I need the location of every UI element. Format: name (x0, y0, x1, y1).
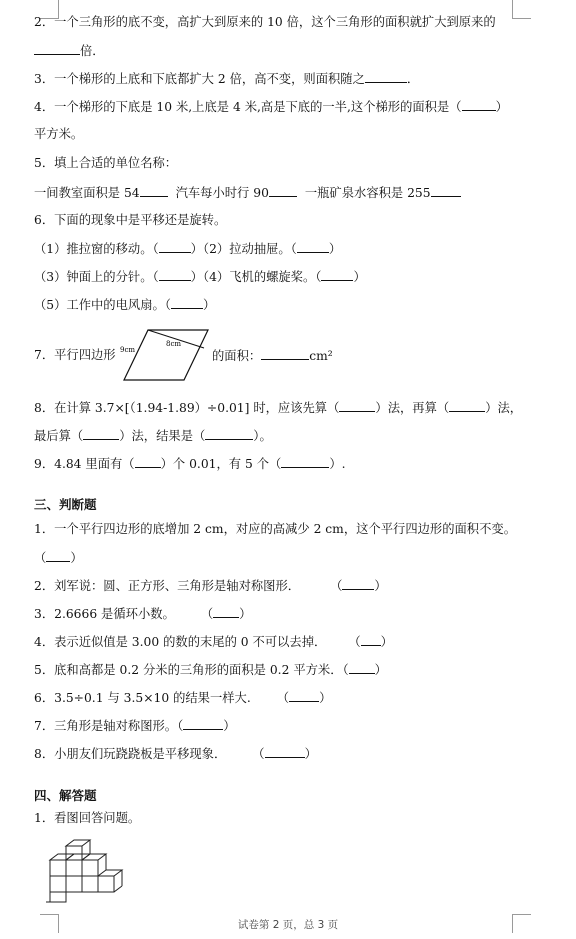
question-9-blank-1[interactable] (135, 455, 161, 468)
judge-3-text: 3．2.6666 是循环小数。 (34, 607, 175, 621)
parallelogram-shape (124, 330, 208, 380)
judge-6-text: 6．3.5÷0.1 与 3.5×10 的结果一样大. (34, 691, 251, 705)
judge-1-line-1 (34, 521, 558, 537)
question-4-answer-blank[interactable] (462, 98, 496, 111)
question-3-line (34, 70, 558, 87)
question-6-title-text: 6．下面的现象中是平移还是旋转。 (34, 213, 227, 227)
question-6-row-3-close: ） (202, 298, 216, 312)
section-3-heading: 三、判断题 (34, 497, 97, 512)
question-8-blank-1[interactable] (339, 399, 375, 412)
question-4-line-1 (34, 98, 558, 115)
question-8-blank-2[interactable] (449, 399, 485, 412)
question-2-text: 2．一个三角形的底不变，高扩大到原来的 10 倍，这个三角形的面积就扩大到原来的 (34, 15, 496, 29)
question-2-line-2 (34, 42, 558, 59)
question-8-last: 最后算（ (34, 429, 84, 443)
parallelogram-left-label: 9cm (120, 346, 136, 354)
question-5-blank-b[interactable] (269, 184, 297, 197)
judge-2-close: ） (374, 579, 387, 593)
question-8-line-1 (34, 399, 558, 416)
parallelogram-top-label: 8cm (166, 340, 182, 348)
judge-4-open: （ (348, 635, 361, 649)
judge-4-close: ） (380, 635, 393, 649)
question-8-result-label: ）法，结果是（ (119, 429, 206, 443)
question-7-answer-blank[interactable] (261, 347, 309, 360)
answer-1-line (34, 810, 558, 826)
question-8-then: ）法，再算（ (375, 401, 450, 415)
question-6-item-1: （1）推拉窗的移动。（ (34, 242, 159, 256)
question-9-line (34, 455, 558, 472)
judge-2-open: （ (330, 579, 343, 593)
question-9-text: 9．4.84 里面有（ (34, 457, 135, 471)
question-8-end: ）。 (253, 429, 272, 443)
judge-6-open: （ (276, 691, 290, 705)
judge-3-blank[interactable] (213, 605, 239, 618)
question-8-blank-4[interactable] (205, 427, 253, 440)
question-2-line-1 (34, 14, 558, 30)
judge-7-close: ） (223, 719, 236, 733)
question-4-line-2 (34, 126, 558, 142)
judge-6-line (34, 689, 558, 706)
judge-7-blank[interactable] (183, 717, 223, 730)
question-5-item-a: 一间教室面积是 54 (34, 186, 140, 200)
judge-7-text: 7．三角形是轴对称图形。（ (34, 719, 184, 733)
judge-2-line (34, 577, 558, 594)
judge-5-close: ） (374, 663, 387, 677)
question-7-text: 7．平行四边形 (34, 348, 116, 362)
judge-4-line (34, 633, 558, 650)
question-6-blank-5[interactable] (171, 296, 203, 309)
question-8-line-2 (34, 427, 558, 444)
question-6-blank-4[interactable] (321, 268, 353, 281)
judge-4-blank[interactable] (361, 633, 381, 646)
question-2-suffix: 倍． (80, 44, 105, 58)
question-6-blank-3[interactable] (159, 268, 191, 281)
judge-8-open: （ (252, 747, 265, 761)
question-7-unit: cm² (309, 349, 333, 363)
question-8-blank-3[interactable] (83, 427, 119, 440)
question-6-row-3 (34, 296, 558, 313)
question-5-items (34, 184, 558, 201)
question-6-row-2-close: ） (353, 270, 366, 284)
judge-1-open: （ (34, 551, 47, 565)
question-5-title-text: 5．填上合适的单位名称： (34, 156, 178, 170)
answer-1-text: 1．看图回答问题。 (34, 811, 141, 825)
question-8-text: 8．在计算 3.7×[（1.94-1.89）÷0.01] 时，应该先算（ (34, 401, 340, 415)
question-6-blank-2[interactable] (297, 240, 329, 253)
question-5-blank-a[interactable] (140, 184, 168, 197)
judge-6-close: ） (319, 691, 332, 705)
cube-stack-figure (44, 836, 128, 906)
page-footer: 试卷第 2 页，总 3 页 (237, 919, 339, 931)
question-6-item-2: ）（2）拉动抽屉。（ (190, 242, 297, 256)
judge-6-blank[interactable] (289, 689, 319, 702)
judge-3-line (34, 605, 558, 622)
judge-7-line (34, 717, 558, 734)
judge-3-close: ） (239, 607, 252, 621)
question-9-blank-2[interactable] (281, 455, 329, 468)
question-6-title (34, 212, 558, 228)
judge-8-close: ） (304, 747, 317, 761)
question-6-row-1-close: ） (328, 242, 342, 256)
question-9-end: ）. (329, 457, 346, 471)
judge-2-text: 2．刘军说：圆、正方形、三角形是轴对称图形． (34, 579, 301, 593)
question-2-answer-blank[interactable] (34, 42, 80, 55)
judge-5-blank[interactable] (349, 661, 375, 674)
judge-5-line (34, 661, 558, 678)
question-6-item-4: ）（4）飞机的螺旋桨。（ (190, 270, 322, 284)
question-4-close: ） (495, 100, 508, 114)
judge-4-text: 4．表示近似值是 3.00 的数的末尾的 0 不可以去掉． (34, 635, 327, 649)
question-3-text: 3．一个梯形的上底和下底都扩大 2 倍，高不变，则面积随之 (34, 72, 365, 86)
question-6-row-1 (34, 240, 558, 257)
question-3-suffix: ． (406, 72, 420, 86)
judge-1-line-2 (34, 549, 558, 566)
judge-3-open: （ (200, 607, 214, 621)
question-6-blank-1[interactable] (159, 240, 191, 253)
judge-8-text: 8．小朋友们玩跷跷板是平移现象． (34, 747, 227, 761)
judge-1-text: 1．一个平行四边形的底增加 2 cm，对应的高减少 2 cm，这个平行四边形的面积不变。 (34, 522, 516, 536)
question-5-item-c: 一瓶矿泉水容积是 255 (304, 186, 431, 200)
judge-8-line (34, 745, 558, 762)
parallelogram-figure (118, 326, 210, 382)
judge-1-blank[interactable] (46, 549, 70, 562)
question-4-text: 4．一个梯形的下底是 10 米,上底是 4 米,高是下底的一半,这个梯形的面积是（ (34, 100, 462, 114)
question-4-unit: 平方米。 (34, 127, 84, 141)
question-5-title (34, 155, 558, 171)
question-5-blank-c[interactable] (431, 184, 461, 197)
judge-5-text: 5．底和高都是 0.2 分米的三角形的面积是 0.2 平方米．（ (34, 663, 349, 677)
question-5-item-b: 汽车每小时行 90 (175, 186, 269, 200)
question-6-row-2 (34, 268, 558, 285)
question-7-line-right (212, 347, 558, 364)
question-3-answer-blank[interactable] (365, 70, 407, 83)
question-9-mid: ）个 0.01，有 5 个（ (160, 457, 282, 471)
judge-1-close: ） (70, 551, 83, 565)
question-6-item-3: （3）钟面上的分针。（ (34, 270, 159, 284)
section-4-heading: 四、解答题 (34, 788, 97, 803)
judge-2-blank[interactable] (342, 577, 374, 590)
question-7-area-label: 的面积： (212, 349, 262, 363)
judge-8-blank[interactable] (265, 745, 305, 758)
question-8-comma: ）法， (485, 401, 523, 415)
question-6-item-5: （5）工作中的电风扇。（ (34, 298, 171, 312)
